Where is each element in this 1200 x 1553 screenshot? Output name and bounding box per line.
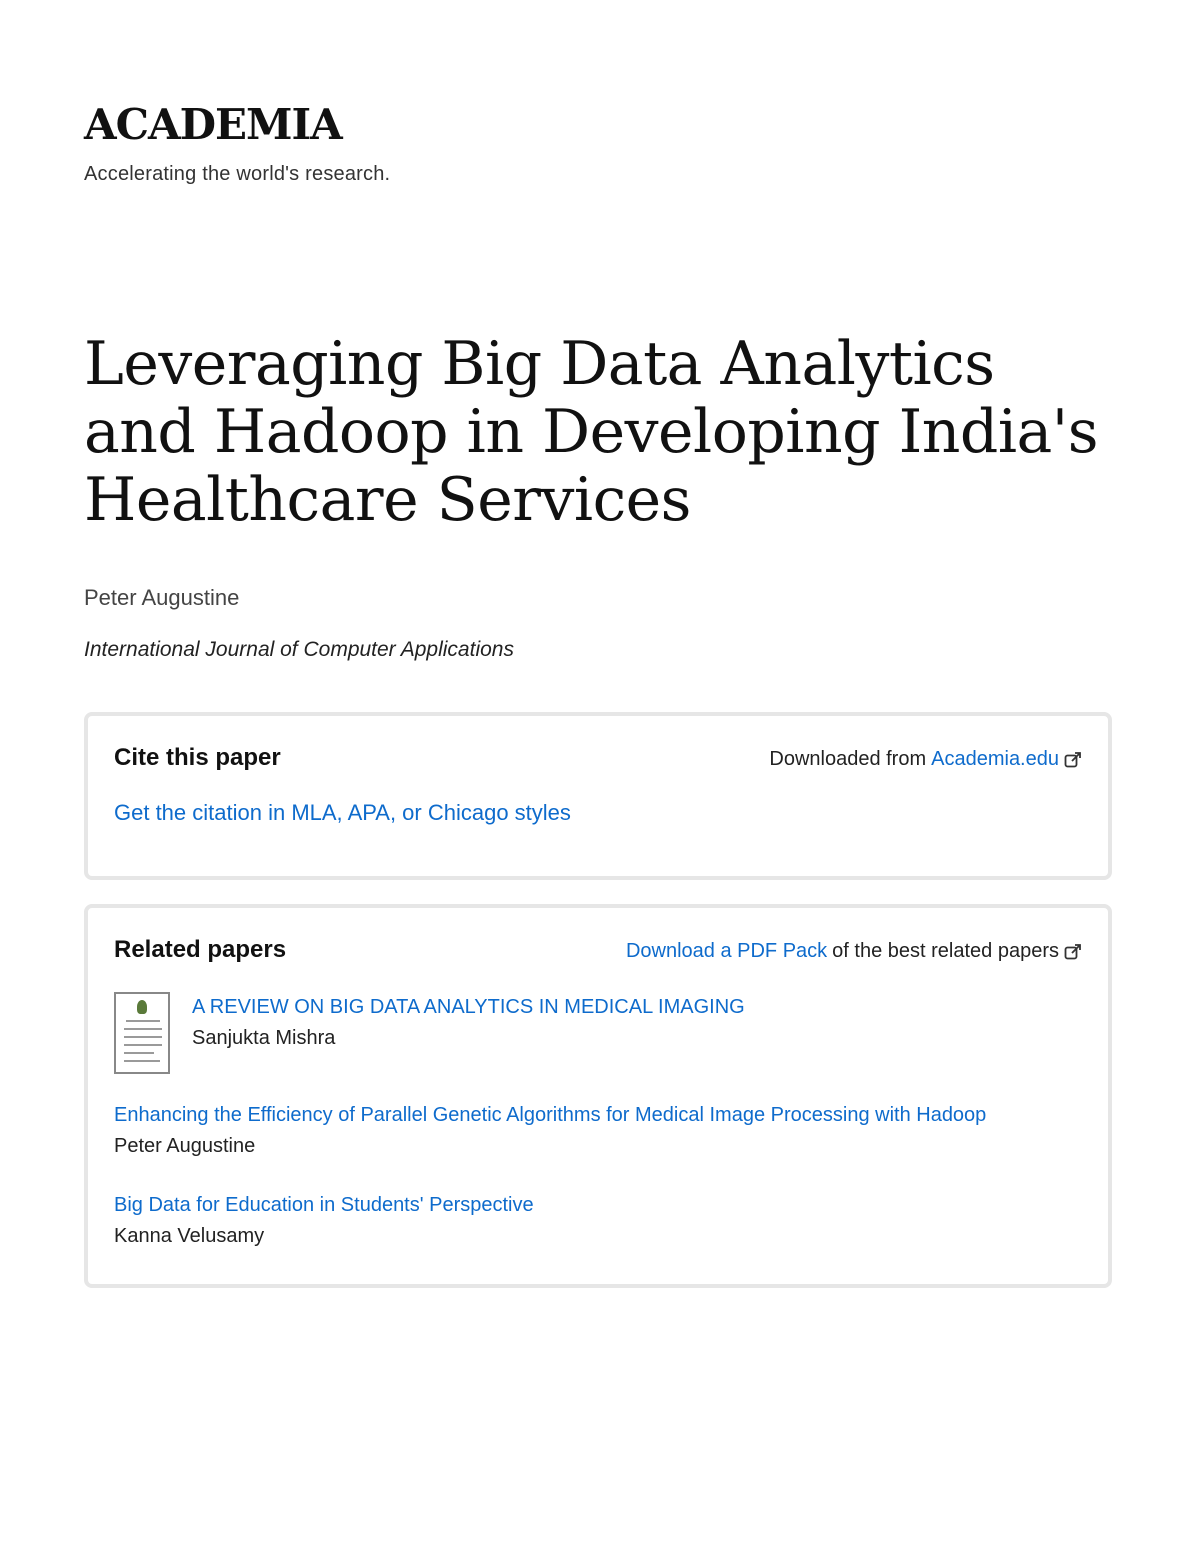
pdf-pack-row [626,940,1082,963]
related-paper-author: Sanjukta Mishra [192,1027,336,1049]
related-paper-title-link[interactable]: Big Data for Education in Students' Perspective [114,1194,534,1216]
downloaded-prefix: Downloaded from [769,748,927,770]
cite-card [84,712,1112,880]
downloaded-from [769,748,1082,771]
related-item [114,1194,1094,1248]
related-papers-card [84,904,1112,1288]
related-heading: Related papers [114,936,287,963]
tagline: Accelerating the world's research. [84,163,391,185]
thumbnail-line [124,1052,154,1054]
related-paper-title-link[interactable]: A REVIEW ON BIG DATA ANALYTICS IN MEDICAL IMAGING [192,996,745,1018]
thumbnail-line [124,1060,160,1062]
thumbnail-line [126,1020,160,1022]
related-item [114,1104,1094,1158]
external-link-icon[interactable] [1064,943,1082,961]
thumbnail-emblem [137,1000,147,1014]
download-pdf-pack-link[interactable]: Download a PDF Pack [625,940,828,962]
related-paper-author: Kanna Velusamy [114,1225,265,1247]
academia-logo[interactable]: ACADEMIA [84,100,342,149]
get-citation-link[interactable]: Get the citation in MLA, APA, or Chicago styles [114,800,571,825]
cite-heading: Cite this paper [114,744,281,771]
academia-edu-link[interactable]: Academia.edu [931,748,1059,770]
paper-journal: International Journal of Computer Applications [84,638,514,661]
paper-author: Peter Augustine [84,585,240,610]
thumbnail-line [124,1036,162,1038]
pdf-pack-suffix: of the best related papers [832,940,1059,962]
related-paper-author: Peter Augustine [114,1135,256,1157]
thumbnail-line [124,1028,162,1030]
paper-thumbnail[interactable] [114,992,170,1074]
paper-title: Leveraging Big Data Analytics and Hadoop in Developing India's Healthcare Services [84,329,1099,535]
related-paper-title-link[interactable]: Enhancing the Efficiency of Parallel Genetic Algorithms for Medical Image Processing with Hadoop [114,1104,987,1126]
external-link-icon[interactable] [1064,751,1082,769]
related-item-text [192,996,745,1050]
thumbnail-line [124,1044,162,1046]
